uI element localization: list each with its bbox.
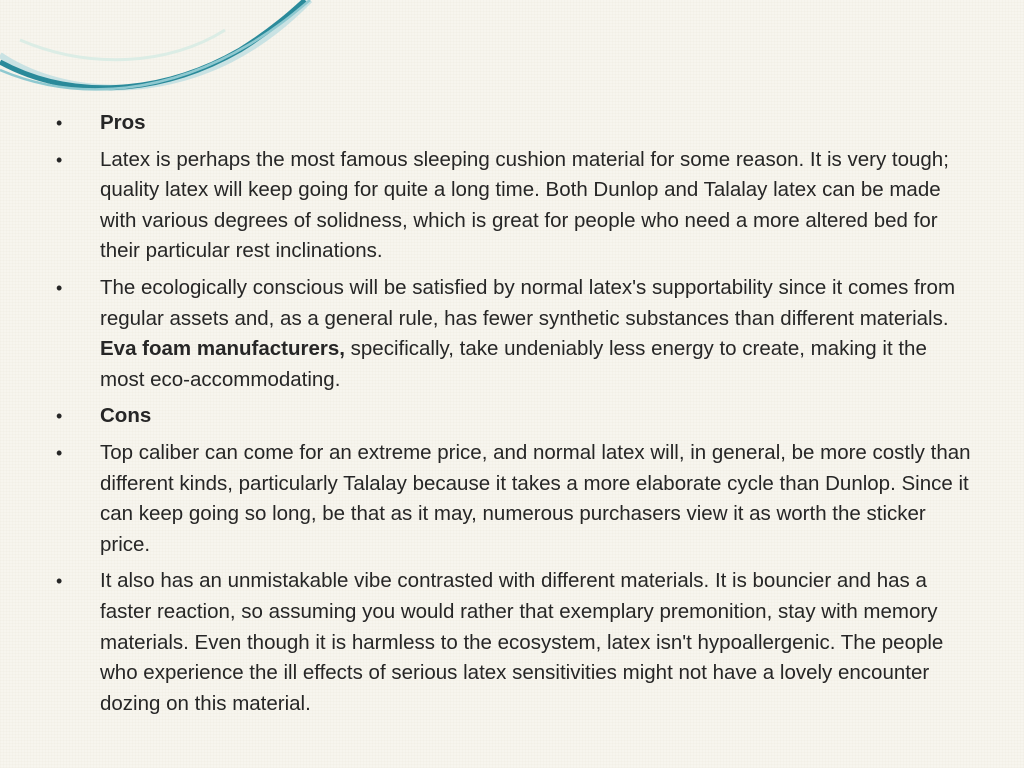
bullet-text: specifically, take undeniably less energy to create, making it the most eco-accommodating. <box>100 337 927 391</box>
bullet-text-bold: Pros <box>100 111 146 134</box>
decorative-swoosh <box>0 0 340 110</box>
bullet-item <box>56 566 976 719</box>
bullet-dot-icon: • <box>56 406 63 427</box>
bullet-item <box>56 438 976 560</box>
bullet-text: It also has an unmistakable vibe contrasted with different materials. It is bouncier and has a faster reaction, so assuming you would rather that exemplary premonition, stay with memory materials. Even though it is harmless to the ecosystem, latex isn't hypoallergenic. The people who experience the ill effects of serious latex sensitivities might not have a lovely encounter dozing on this material. <box>100 569 944 715</box>
bullet-list <box>56 108 976 719</box>
bullet-dot-icon: • <box>56 277 63 298</box>
bullet-text: The ecologically conscious will be satisfied by normal latex's supportability since it comes from regular assets and, as a general rule, has fewer synthetic substances than different materials. <box>100 275 956 330</box>
bullet-text-bold: Cons <box>100 404 152 428</box>
bullet-text-bold: Eva foam manufacturers, <box>100 337 345 361</box>
bullet-item <box>56 145 976 267</box>
slide-content <box>56 108 976 725</box>
bullet-text: Latex is perhaps the most famous sleeping cushion material for some reason. It is very tough; quality latex will keep going for quite a long time. Both Dunlop and Talalay latex can be made with various degrees of solidness, which is great for people who need a more altered bed for their particular rest inclinations. <box>100 147 949 263</box>
bullet-item <box>56 108 976 139</box>
bullet-dot-icon: • <box>56 571 63 592</box>
bullet-dot-icon: • <box>56 113 63 133</box>
bullet-text: Top caliber can come for an extreme price, and normal latex will, in general, be more costly than different kinds, particularly Talalay because it takes a more elaborate cycle than Dunlop. Since it can keep going so long, be that as it may, numerous purchasers view it as worth the sticker price. <box>100 440 971 556</box>
bullet-item <box>56 273 976 395</box>
bullet-item <box>56 401 976 432</box>
bullet-dot-icon: • <box>56 149 63 170</box>
bullet-dot-icon: • <box>56 442 63 463</box>
